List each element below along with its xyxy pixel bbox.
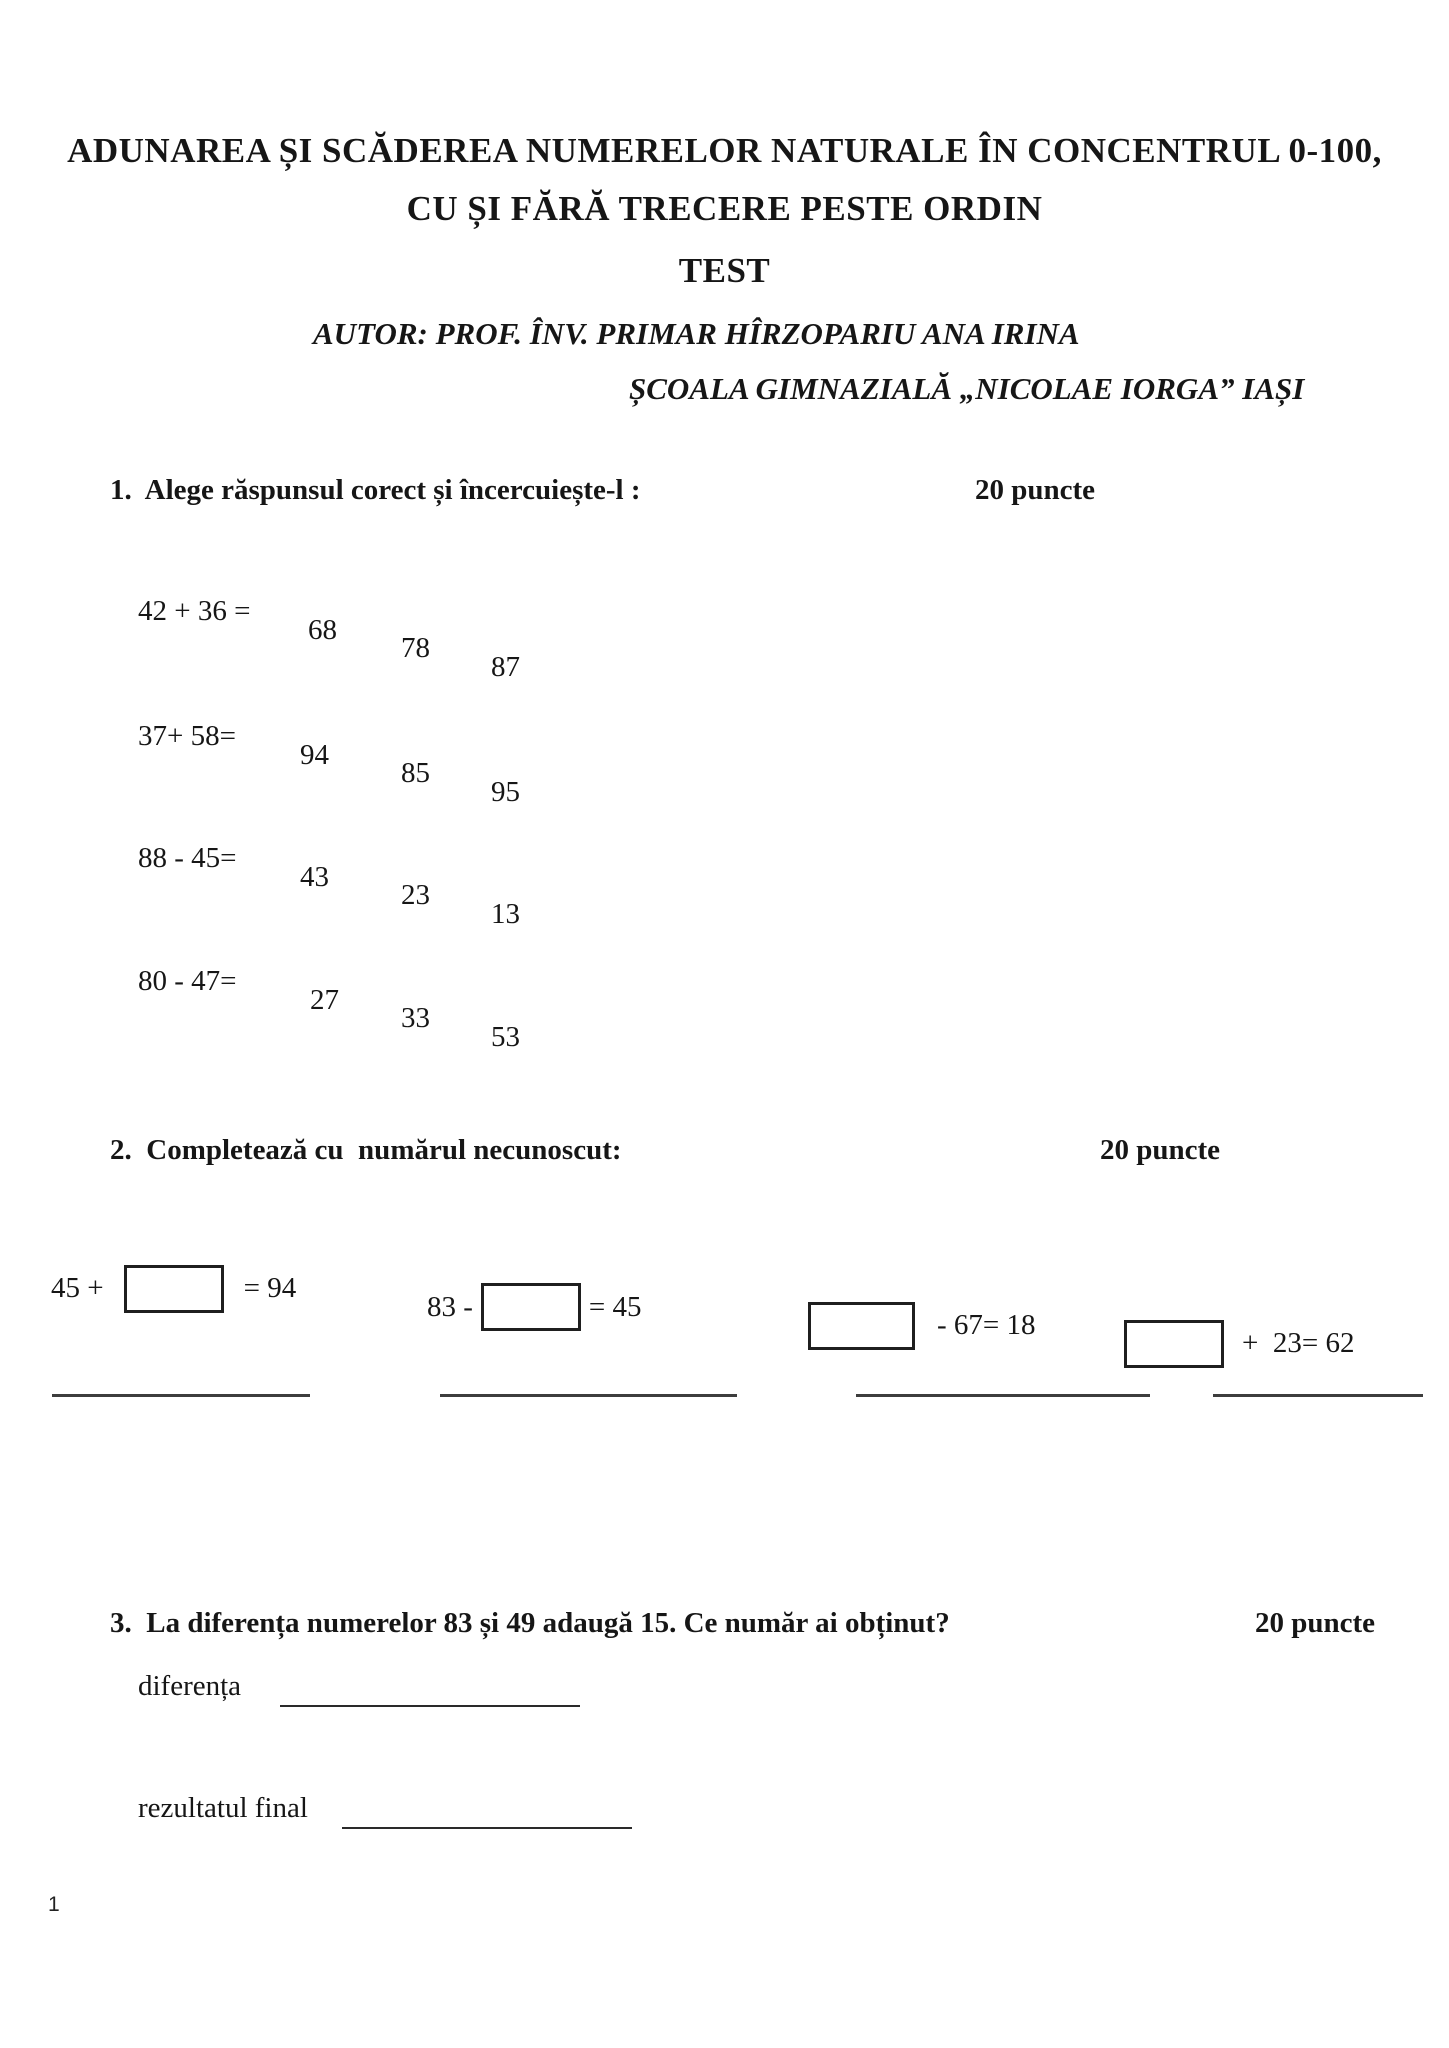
document-title-line1: ADUNAREA ȘI SCĂDEREA NUMERELOR NATURALE ÎN CONCENTRUL 0-100,	[67, 131, 1382, 170]
answer-option: 23	[401, 879, 430, 912]
document-subtitle-test: TEST	[678, 251, 771, 290]
exercise-row	[0, 824, 1449, 930]
answer-option: 53	[491, 1020, 520, 1053]
answer-box	[1124, 1320, 1224, 1368]
exercise-expression: 88 - 45=	[138, 842, 237, 875]
question3-heading: 3. La diferența numerelor 83 și 49 adaugă 15. Ce număr ai obținut?	[110, 1607, 950, 1639]
answer-option: 95	[491, 775, 520, 808]
answer-option: 43	[300, 860, 329, 893]
question1-heading: 1. Alege răspunsul corect și încercuiește-l :	[110, 474, 641, 506]
page-number: 1	[48, 1893, 60, 1916]
equation-suffix: - 67= 18	[937, 1308, 1036, 1341]
work-space-line	[52, 1394, 310, 1397]
equation-prefix: 45 +	[51, 1272, 104, 1305]
answer-option: 87	[491, 650, 520, 683]
answer-label-final-result: rezultatul final	[138, 1792, 308, 1824]
equation-suffix: = 45	[588, 1290, 642, 1323]
exercise-row	[0, 577, 1449, 683]
answer-box	[124, 1265, 224, 1313]
work-space-line	[1213, 1394, 1423, 1397]
equation-group	[808, 1298, 1036, 1354]
fill-in-equations-row	[0, 1224, 1449, 1360]
answer-blank-line	[280, 1705, 580, 1707]
answer-label-difference: diferența	[138, 1670, 242, 1702]
answer-option: 68	[308, 613, 337, 646]
question2-heading: 2. Completează cu numărul necunoscut:	[110, 1134, 622, 1166]
equation-suffix: + 23= 62	[1242, 1327, 1355, 1360]
answer-option: 85	[401, 757, 430, 790]
work-space-line	[440, 1394, 737, 1397]
answer-option: 33	[401, 1002, 430, 1035]
answer-box	[808, 1302, 915, 1350]
document-title-line2: CU ȘI FĂRĂ TRECERE PESTE ORDIN	[406, 189, 1043, 228]
equation-prefix: 83 -	[427, 1290, 473, 1323]
answer-option: 94	[300, 738, 329, 771]
answer-blank-line	[342, 1827, 632, 1829]
answer-option: 13	[491, 897, 520, 930]
exercise-row	[0, 947, 1449, 1053]
exercise-expression: 37+ 58=	[138, 720, 236, 753]
equation-suffix: = 94	[243, 1272, 297, 1305]
exercise-expression: 80 - 47=	[138, 965, 237, 998]
answer-option: 27	[310, 983, 339, 1016]
school-line: ȘCOALA GIMNAZIALĂ „NICOLAE IORGA” IAȘI	[629, 371, 1305, 406]
answer-box	[481, 1283, 581, 1331]
exercise-expression: 42 + 36 =	[138, 595, 251, 628]
equation-group	[427, 1279, 642, 1335]
exercise-row	[0, 702, 1449, 808]
question2-points: 20 puncte	[1100, 1134, 1221, 1166]
equation-group	[1124, 1316, 1354, 1372]
question3-points: 20 puncte	[1255, 1607, 1376, 1639]
question1-points: 20 puncte	[975, 474, 1096, 506]
answer-option: 78	[401, 632, 430, 665]
author-line: AUTOR: PROF. ÎNV. PRIMAR HÎRZOPARIU ANA IRINA	[313, 316, 1080, 351]
equation-group	[51, 1261, 296, 1317]
work-space-line	[856, 1394, 1150, 1397]
